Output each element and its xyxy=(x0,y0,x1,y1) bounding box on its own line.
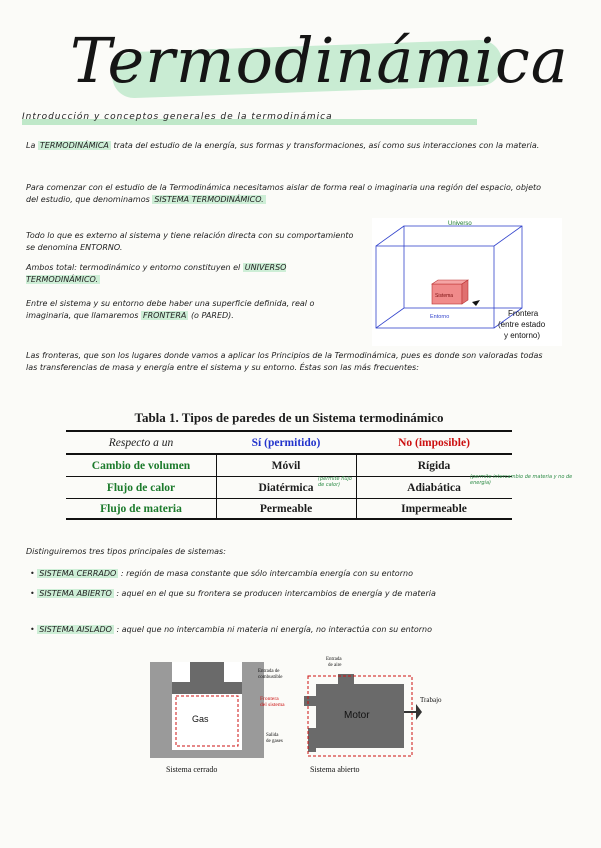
table-cell: Adiabática xyxy=(407,481,461,494)
paragraph-fronteras: Las fronteras, que son los lugares donde vamos a aplicar los Principios de la Termodinámica, pues es donde son valoradas todas las transferencias de masa y energía entre el sistema y su entorno. Éstas son las más frecuentes: xyxy=(26,351,543,372)
exhaust-pipe xyxy=(308,728,316,752)
piston-head xyxy=(172,682,242,694)
table-rule xyxy=(66,518,512,520)
frontier-label: Frontera xyxy=(508,309,539,318)
wall-types-table xyxy=(66,408,512,518)
type-desc: : aquel que no intercambia ni materia ni energía, no interactúa con su entorno xyxy=(116,625,433,634)
universe-diagram xyxy=(372,218,562,346)
table-cell: Permeable xyxy=(259,502,313,515)
list-item: • SISTEMA CERRADO : región de masa constante que sólo intercambia energía con su entorno xyxy=(30,569,413,578)
table-row xyxy=(66,498,512,519)
type-desc: : región de masa constante que sólo intercambia energía con su entorno xyxy=(120,569,413,578)
work-shaft-icon xyxy=(416,704,422,720)
gas-label: Gas xyxy=(192,714,209,724)
paragraph-intro xyxy=(26,140,554,152)
fuel-in-label-2: combustible xyxy=(258,675,283,680)
exhaust-label-1: Salida xyxy=(266,733,279,738)
closed-system-illustration xyxy=(150,662,264,774)
page-title: Termodinámica xyxy=(70,24,569,97)
open-caption: Sistema abierto xyxy=(310,765,360,774)
piston-rod xyxy=(190,662,224,682)
cylinder-wall-left xyxy=(150,662,172,758)
work-label: Trabajo xyxy=(420,696,442,704)
air-in-label-2: de aire xyxy=(328,663,342,668)
table-header-row xyxy=(66,432,512,453)
frontier-label-2: (entre estado xyxy=(498,320,546,329)
text: Entre el sistema y su entorno debe haber una superficie definida, real o imaginaria, que llamaremos xyxy=(26,299,315,320)
types-intro: Distinguiremos tres tipos principales de sistemas: xyxy=(26,547,226,556)
paragraph-frontier xyxy=(26,298,362,322)
text: Ambos total: termodinámico y entorno constituyen el xyxy=(26,263,241,272)
list-item: • SISTEMA AISLADO : aquel que no intercambia ni materia ni energía, no interactúa con su entorno xyxy=(30,625,433,634)
table-cell: Rígida xyxy=(417,459,451,472)
table-cell: Flujo de calor xyxy=(106,481,176,494)
table-cell: Diatérmica xyxy=(258,481,314,494)
table-note-right: (permite intercambio de materia y no de energía) xyxy=(470,474,573,486)
exhaust-label-2: de gases xyxy=(266,739,283,744)
table-row xyxy=(66,455,512,476)
type-desc: : aquel en el que su frontera se producen intercambios de energía y de materia xyxy=(116,589,436,598)
system-label: Sistema xyxy=(435,293,454,299)
highlight-term: SISTEMA TERMODINÁMICO. xyxy=(154,195,264,204)
motor-label: Motor xyxy=(344,710,370,721)
highlight-term: FRONTERA xyxy=(142,311,187,320)
table-cell: Cambio de volumen xyxy=(91,459,191,472)
paragraph-environment: Todo lo que es externo al sistema y tiene relación directa con su comportamiento se denomina ENTORNO. xyxy=(26,231,354,252)
paragraph-system xyxy=(26,182,554,206)
table-cell: Móvil xyxy=(271,459,301,472)
systems-figure xyxy=(148,656,442,778)
table-cell: Flujo de materia xyxy=(100,502,182,515)
table-note-left: (permite flujo de calor) xyxy=(318,476,352,488)
closed-caption: Sistema cerrado xyxy=(166,765,218,774)
text: trata del estudio de la energía, sus formas y transformaciones, así como sus interacciones con la materia. xyxy=(113,141,540,150)
text: (o PARED). xyxy=(190,311,234,320)
section-heading: Introducción y conceptos generales de la termodinámica xyxy=(22,112,333,122)
fuel-in-label-1: Entrada de xyxy=(258,669,280,674)
fuel-inlet xyxy=(304,696,316,706)
text: La xyxy=(26,141,36,150)
frontier-label-3: y entorno) xyxy=(504,331,541,340)
type-name: SISTEMA ABIERTO xyxy=(39,589,112,598)
cylinder-base xyxy=(150,750,264,758)
highlight-term: UNIVERSO TERMODINÁMICO. xyxy=(26,263,287,284)
header-cell-no: No (imposible) xyxy=(398,436,470,449)
boundary-label-1: Frontera xyxy=(260,696,279,702)
header-cell: Respecto a un xyxy=(108,436,174,449)
air-in-label-1: Entrada xyxy=(326,657,342,662)
boundary-label-2: del sistema xyxy=(260,702,285,708)
table-row xyxy=(66,477,512,498)
highlight-term: TERMODINÁMICA xyxy=(39,141,109,150)
type-name: SISTEMA AISLADO xyxy=(39,625,112,634)
table-title: Tabla 1. Tipos de paredes de un Sistema termodinámico xyxy=(134,410,444,425)
table-vrule xyxy=(216,455,217,518)
environment-label: Entorno xyxy=(430,314,450,320)
type-name: SISTEMA CERRADO xyxy=(39,569,117,578)
text: Para comenzar con el estudio de la Termodinámica necesitamos aislar de forma real o imaginaria una región del espacio, objeto del estudio, que denominamos xyxy=(26,183,542,204)
paragraph-universe xyxy=(26,262,362,286)
open-system-illustration xyxy=(258,657,442,774)
list-item: • SISTEMA ABIERTO : aquel en el que su frontera se producen intercambios de energía y de materia xyxy=(30,589,436,598)
universe-label: Universo xyxy=(448,221,472,227)
table-cell: Impermeable xyxy=(401,502,467,515)
system-box-side xyxy=(462,280,468,304)
header-cell-yes: Sí (permitido) xyxy=(251,436,321,449)
